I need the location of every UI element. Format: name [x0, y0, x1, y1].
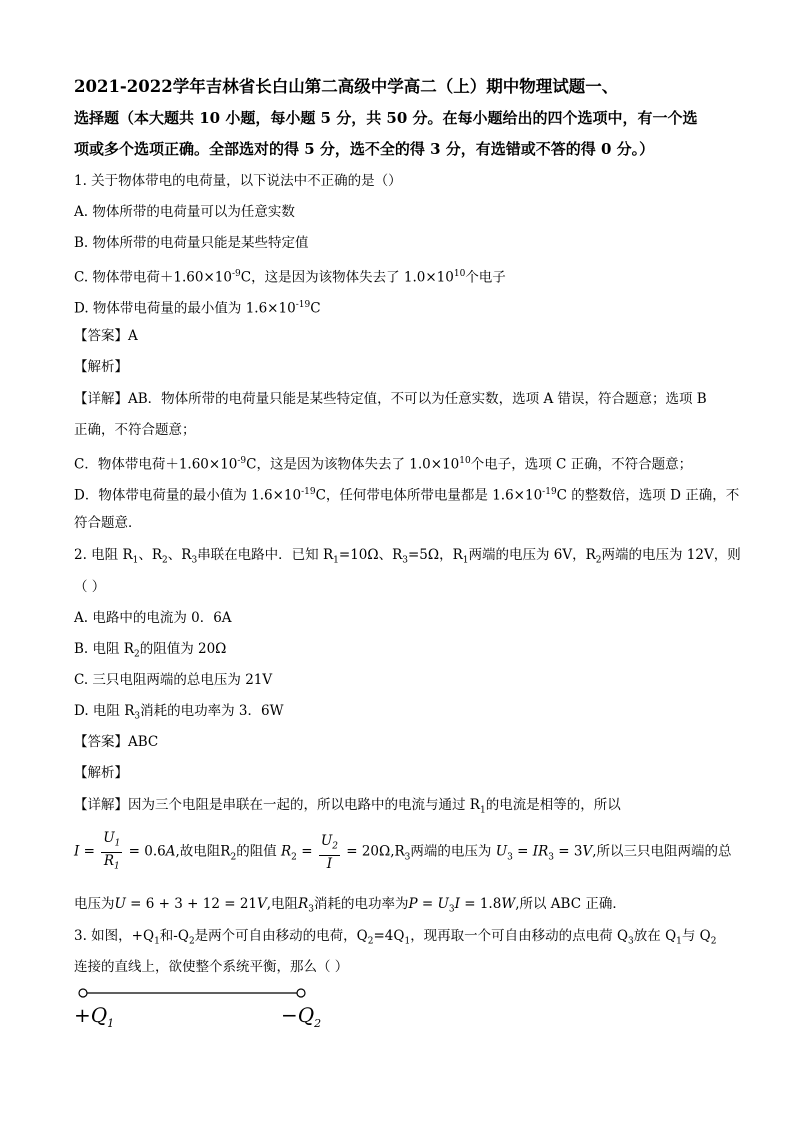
q2-detail-line1: 【详解】因为三个电阻是串联在一起的，所以电路中的电流与通过 $R_1$的电流是相等的，所以	[74, 797, 621, 816]
label-positive-q1: $+Q_1$	[74, 1003, 115, 1030]
q1-detail-line4: D．物体带电荷量的最小值为 $1.6\times 10^{-19}C$，任何带电体所带电量都是 $1.6\times 10^{-19}C$ 的整数倍，选项 D 正确，不	[74, 487, 740, 504]
q2-answer: 【答案】ABC	[74, 734, 159, 750]
q1-analysis-label: 【解析】	[74, 359, 128, 375]
page-title: 2021-2022学年吉林省长白山第二高级中学高二（上）期中物理试题一、	[74, 77, 619, 96]
q2-option-d: D. 电阻 $R_3$消耗的电功率为 3．6W	[74, 703, 284, 722]
section-instructions-line1: 选择题（本大题共 10 小题，每小题 5 分，共 50 分。在每小题给出的四个选项中，有一个选	[74, 109, 698, 127]
label-negative-q2: $-Q_2$	[281, 1003, 322, 1030]
q1-detail-line3: C．物体带电荷$+1.60\times 10^{-9}C$，这是因为该物体失去了 $1.0\times 10^{10}$个电子，选项 C 正确，不符合题意；	[74, 456, 693, 473]
q2-stem: 2. 电阻 $R_1$、$R_2$、$R_3$串联在电路中．已知 $R_1=10\Omega$、$R_3=5\Omega$，$R_1$两端的电压为 6V，$R_2$两端的电压为 12V，则	[74, 547, 741, 566]
q2-paren: （ ）	[74, 579, 106, 595]
charge-left-point	[79, 989, 87, 997]
q1-option-b: B. 物体所带的电荷量只能是某些特定值	[74, 235, 309, 251]
q1-detail-line2: 正确，不符合题意；	[74, 422, 196, 438]
charges-diagram	[74, 985, 334, 1035]
q1-option-d: D. 物体带电荷量的最小值为 $1.6\times 10^{-19}C$	[74, 300, 321, 317]
fraction-u2-i: $\frac{U_2}{I}$	[320, 832, 338, 872]
q2-option-b: B. 电阻 $R_2$的阻值为 20Ω	[74, 641, 227, 660]
q1-stem: 1. 关于物体带电的电荷量，以下说法中不正确的是（）	[74, 173, 402, 189]
q1-answer: 【答案】A	[74, 328, 138, 344]
fraction-u1-r1: $\frac{U_1}{R_1}$	[103, 830, 121, 872]
q2-option-c: C. 三只电阻两端的总电压为 21V	[74, 672, 273, 688]
section-instructions-line2: 项或多个选项正确。全部选对的得 5 分，选不全的得 3 分，有选错或不答的得 0 分。）	[74, 140, 655, 158]
q2-option-a: A. 电路中的电流为 0．6A	[74, 610, 232, 626]
q1-detail-line1: 【详解】AB．物体所带的电荷量只能是某些特定值，不可以为任意实数，选项 A 错误，符合题意；选项 B	[74, 391, 707, 407]
q2-detail-line3: 电压为U = 6 + 3 + 12 = 21V,电阻$R_3$消耗的电功率为$P = U_3I = 1.8W$,所以 ABC 正确．	[74, 896, 626, 915]
q3-stem-line2: 连接的直线上，欲使整个系统平衡，那么（ ）	[74, 959, 349, 975]
q2-analysis-label: 【解析】	[74, 765, 128, 781]
q1-option-a: A. 物体所带的电荷量可以为任意实数	[74, 204, 295, 220]
q3-stem: 3. 如图，$+Q_1$和$-Q_2$是两个可自由移动的电荷，$Q_2=4Q_1$，现再取一个可自由移动的点电荷 $Q_3$放在 $Q_1$与 $Q_2$	[74, 928, 717, 947]
charge-right-point	[297, 989, 305, 997]
q1-option-c: C. 物体带电荷$+1.60\times 10^{-9}C$，这是因为该物体失去了 $1.0\times 10^{10}$个电子	[74, 269, 506, 286]
q1-detail-line5: 符合题意．	[74, 515, 142, 531]
q2-formula-line: I = $\frac{U_1}{R_1}$ = 0.6A,故电阻$R_2$的阻值 $R_2$ = $\frac{U_2}{I}$ = $20\Omega,R_3$两端的电压为 $U_3 = IR_3 = 3V$,所以三只电阻两端的总	[74, 830, 732, 870]
